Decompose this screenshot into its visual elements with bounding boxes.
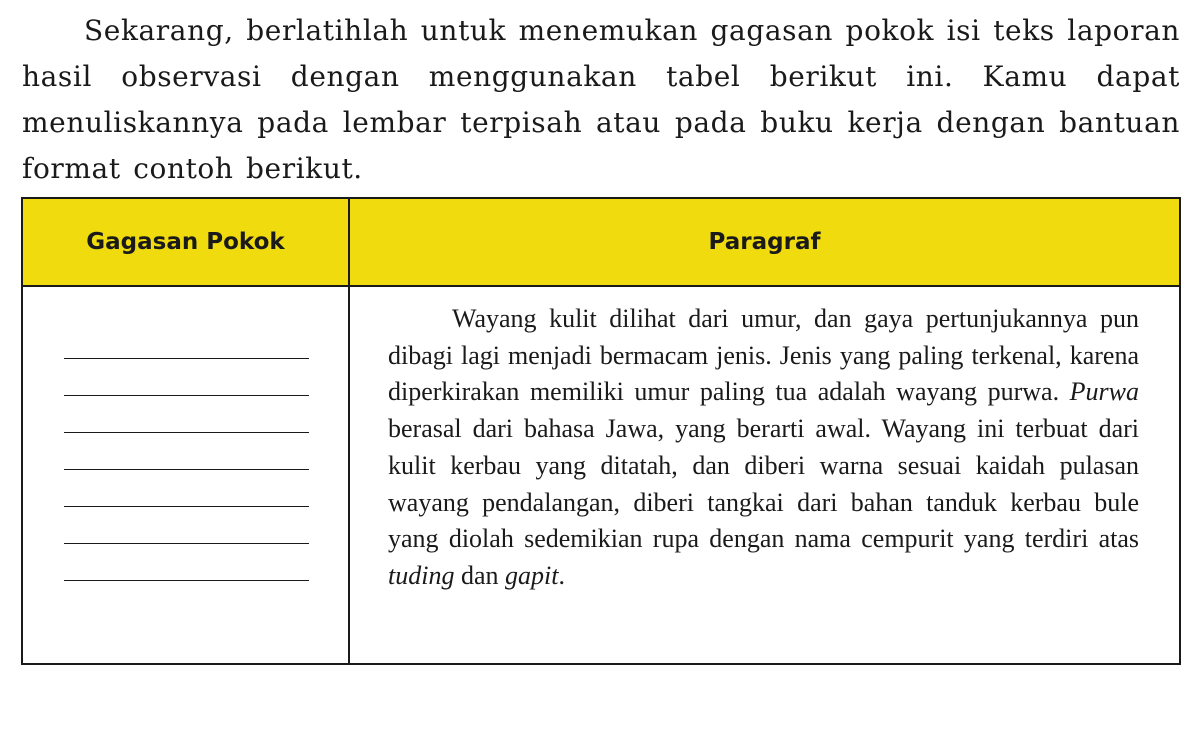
paragraph-part-2: berasal dari bahasa Jawa, yang berarti awal. Wayang ini terbuat dari kulit kerbau yang ditatah, dan diberi warna sesuai kaidah pulasan wayang pendalangan, diberi tangkai dari bahan tanduk kerbau bule yang diolah sedemikian rupa dengan nama cempurit yang terdiri atas (388, 414, 1139, 554)
blank-answer-line (64, 358, 348, 395)
underline (64, 469, 309, 470)
italic-term-tuding: tuding (388, 560, 455, 590)
underline (64, 543, 309, 544)
blank-lines-list (64, 358, 348, 617)
paragraph-part-4: . (558, 560, 565, 590)
blank-answer-line (64, 395, 348, 432)
header-gagasan-pokok: Gagasan Pokok (22, 198, 349, 286)
instruction-paragraph (22, 8, 1180, 192)
table-row (22, 286, 1180, 664)
paragraph-text (388, 301, 1139, 595)
underline (64, 395, 309, 396)
underline (64, 432, 309, 433)
italic-term-gapit: gapit (505, 560, 559, 590)
underline (64, 506, 309, 507)
blank-answer-line (64, 432, 348, 469)
main-idea-cell (22, 286, 349, 664)
blank-answer-line (64, 580, 348, 617)
paragraph-cell (349, 286, 1180, 664)
underline (64, 580, 309, 581)
table-header-row (22, 198, 1180, 286)
instruction-text: Sekarang, berlatihlah untuk menemukan gagasan pokok isi teks laporan hasil observasi dengan menggunakan tabel berikut ini. Kamu dapat menuliskannya pada lembar terpisah atau pada buku kerja dengan bantuan format contoh berikut. (22, 14, 1181, 185)
blank-answer-line (64, 543, 348, 580)
header-paragraf: Paragraf (349, 198, 1180, 286)
blank-answer-line (64, 469, 348, 506)
main-idea-table (21, 197, 1181, 665)
paragraph-part-1: Wayang kulit dilihat dari umur, dan gaya pertunjukannya pun dibagi lagi menjadi bermacam jenis. Jenis yang paling terkenal, karena diperkirakan memiliki umur paling tua adalah wayang purwa. (388, 304, 1139, 407)
paragraph-part-3: dan (454, 560, 505, 590)
blank-answer-line (64, 506, 348, 543)
italic-term-purwa: Purwa (1069, 377, 1139, 407)
underline (64, 358, 309, 359)
